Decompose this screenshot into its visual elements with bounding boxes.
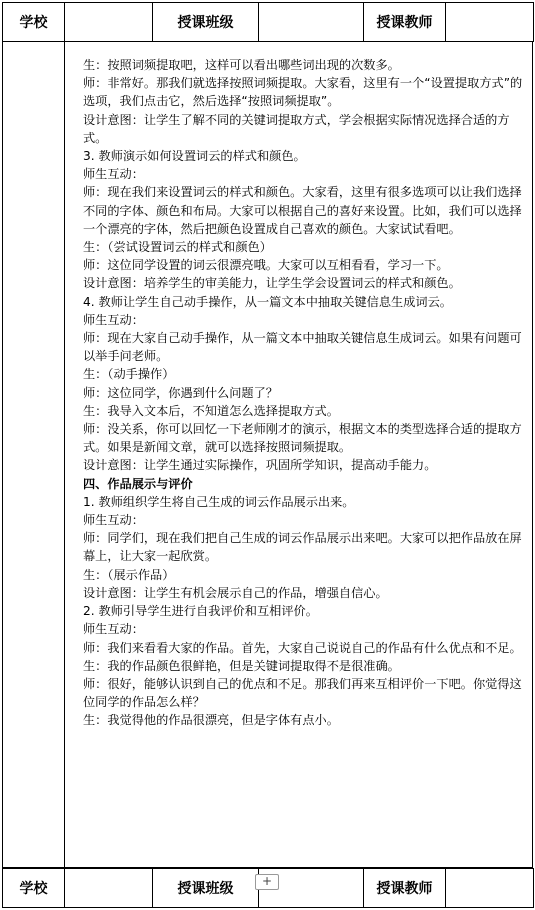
class-label: 授课班级 — [153, 869, 259, 908]
text-paragraph: 设计意图：让学生通过实际操作，巩固所学知识，提高动手能力。 — [83, 458, 437, 473]
school-label: 学校 — [3, 869, 65, 908]
header-table — [2, 2, 534, 42]
text-paragraph: 师：现在大家自己动手操作，从一篇文本中抽取关键信息生成词云。如果有问题可以举手问老师。 — [83, 331, 522, 364]
class-value[interactable] — [259, 3, 364, 42]
text-paragraph: 生：按照词频提取吧，这样可以看出哪些词出现的次数多。 — [83, 58, 400, 72]
text-paragraph: 设计意图：让学生有机会展示自己的作品，增强自信心。 — [83, 585, 388, 600]
text-paragraph: 1. 教师组织学生将自己生成的词云作品展示出来。 — [83, 494, 355, 509]
section-heading: 四、作品展示与评价 — [83, 476, 193, 491]
teacher-label: 授课教师 — [364, 3, 446, 42]
text-paragraph: 师：这位同学，你遇到什么问题了？ — [83, 385, 278, 400]
text-paragraph: 师：我们来看看大家的作品。首先，大家自己说说自己的作品有什么优点和不足。 — [83, 640, 522, 655]
text-paragraph: 设计意图：让学生了解不同的关键词提取方式，学会根据实际情况选择合适的方式。 — [83, 112, 510, 145]
teacher-value[interactable] — [446, 3, 534, 42]
text-paragraph: 师生互动： — [83, 513, 144, 528]
text-paragraph: 生：我导入文本后，不知道怎么选择提取方式。 — [83, 403, 339, 418]
text-paragraph: 师生互动： — [83, 167, 144, 182]
text-paragraph: 师：这位同学设置的词云很漂亮哦。大家可以互相看看，学习一下。 — [83, 258, 449, 273]
text-paragraph: 师：非常好。那我们就选择按照词频提取。大家看，这里有一个“设置提取方式”的选项，我们点击它，然后选择“按照词频提取”。 — [83, 76, 523, 109]
text-paragraph: 3. 教师演示如何设置词云的样式和颜色。 — [83, 149, 306, 164]
text-paragraph: 生：我的作品颜色很鲜艳，但是关键词提取得不是很准确。 — [83, 658, 400, 673]
lesson-text[interactable] — [83, 56, 529, 730]
class-label: 授课班级 — [153, 3, 259, 42]
teacher-value[interactable] — [446, 869, 534, 908]
text-paragraph: 生：我觉得他的作品很漂亮，但是字体有点小。 — [83, 713, 339, 728]
add-row-button[interactable]: + — [255, 874, 279, 890]
text-paragraph: 师：很好，能够认识到自己的优点和不足。那我们再来互相评价一下吧。你觉得这位同学的作品怎么样？ — [83, 676, 522, 710]
lesson-content-cell — [2, 41, 533, 868]
text-paragraph: 师：没关系，你可以回忆一下老师刚才的演示，根据文本的类型选择合适的提取方式。如果是新闻文章，就可以选择按照词频提取。 — [83, 422, 522, 455]
text-paragraph: 生：（展示作品） — [83, 567, 175, 582]
text-paragraph: 2. 教师引导学生进行自我评价和互相评价。 — [83, 604, 318, 619]
text-paragraph: 生：（尝试设置词云的样式和颜色） — [83, 240, 272, 255]
text-paragraph: 4. 教师让学生自己动手操作，从一篇文本中抽取关键信息生成词云。 — [83, 294, 452, 309]
text-paragraph: 生：（动手操作） — [83, 367, 175, 382]
school-value[interactable] — [65, 3, 153, 42]
text-paragraph: 师：同学们，现在我们把自己生成的词云作品展示出来吧。大家可以把作品放在屏幕上，让大家一起欣赏。 — [83, 531, 522, 564]
left-label-column — [3, 42, 65, 867]
teacher-label: 授课教师 — [364, 869, 446, 908]
text-paragraph: 师：现在我们来设置词云的样式和颜色。大家看，这里有很多选项可以让我们选择不同的字体、颜色和布局。大家可以根据自己的喜好来设置。比如，我们可以选择一个漂亮的字体，然后把颜色设置成自己喜欢的颜色。大家试试看吧。 — [83, 185, 522, 236]
school-label: 学校 — [3, 3, 65, 42]
school-value[interactable] — [65, 869, 153, 908]
text-paragraph: 设计意图：培养学生的审美能力，让学生学会设置词云的样式和颜色。 — [83, 276, 461, 291]
text-paragraph: 师生互动： — [83, 312, 144, 327]
text-paragraph: 师生互动： — [83, 622, 144, 637]
